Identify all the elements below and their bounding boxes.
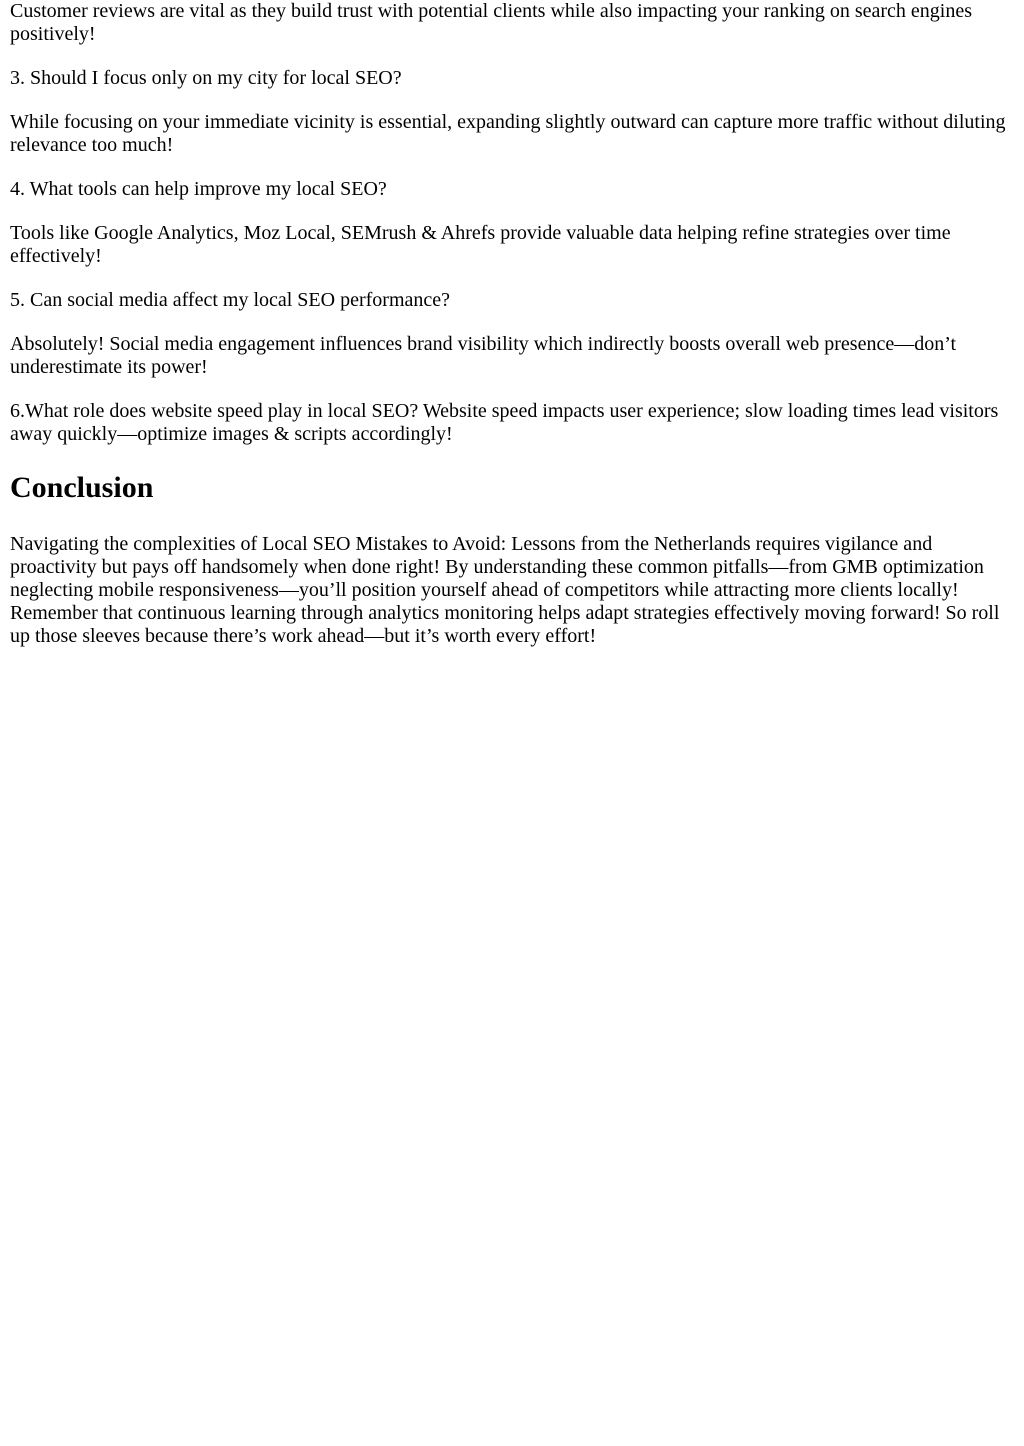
faq-answer-3: While focusing on your immediate vicinity is essential, expanding slightly outward can capture more traffic without diluting relevance too much!	[10, 111, 1006, 156]
conclusion-paragraph: Navigating the complexities of Local SEO Mistakes to Avoid: Lessons from the Netherlands requires vigilance and proactivity but pays off handsomely when done right! By understanding these common pitfalls—from GMB optimization neglecting mobile responsiveness—you’ll position yourself ahead of competitors while attracting more clients locally! Remember that continuous learning through analytics monitoring helps adapt strategies effectively moving forward! So roll up those sleeves because there’s work ahead—but it’s worth every effort!	[10, 533, 1000, 647]
faq-answer-2: Customer reviews are vital as they build trust with potential clients while also impacting your ranking on search engines positively!	[10, 0, 972, 45]
faq-question-5: 5. Can social media affect my local SEO performance?	[10, 289, 451, 311]
faq-question-4: 4. What tools can help improve my local SEO?	[10, 178, 387, 200]
faq-question-answer-6: 6.What role does website speed play in local SEO? Website speed impacts user experience; slow loading times lead visitors away quickly—optimize images & scripts accordingly!	[10, 400, 999, 445]
faq-question-3: 3. Should I focus only on my city for local SEO?	[10, 67, 402, 89]
faq-answer-4: Tools like Google Analytics, Moz Local, SEMrush & Ahrefs provide valuable data helping refine strategies over time effectively!	[10, 222, 951, 267]
faq-answer-5: Absolutely! Social media engagement influences brand visibility which indirectly boosts overall web presence—don’t underestimate its power!	[10, 333, 957, 378]
conclusion-heading: Conclusion	[10, 471, 154, 504]
